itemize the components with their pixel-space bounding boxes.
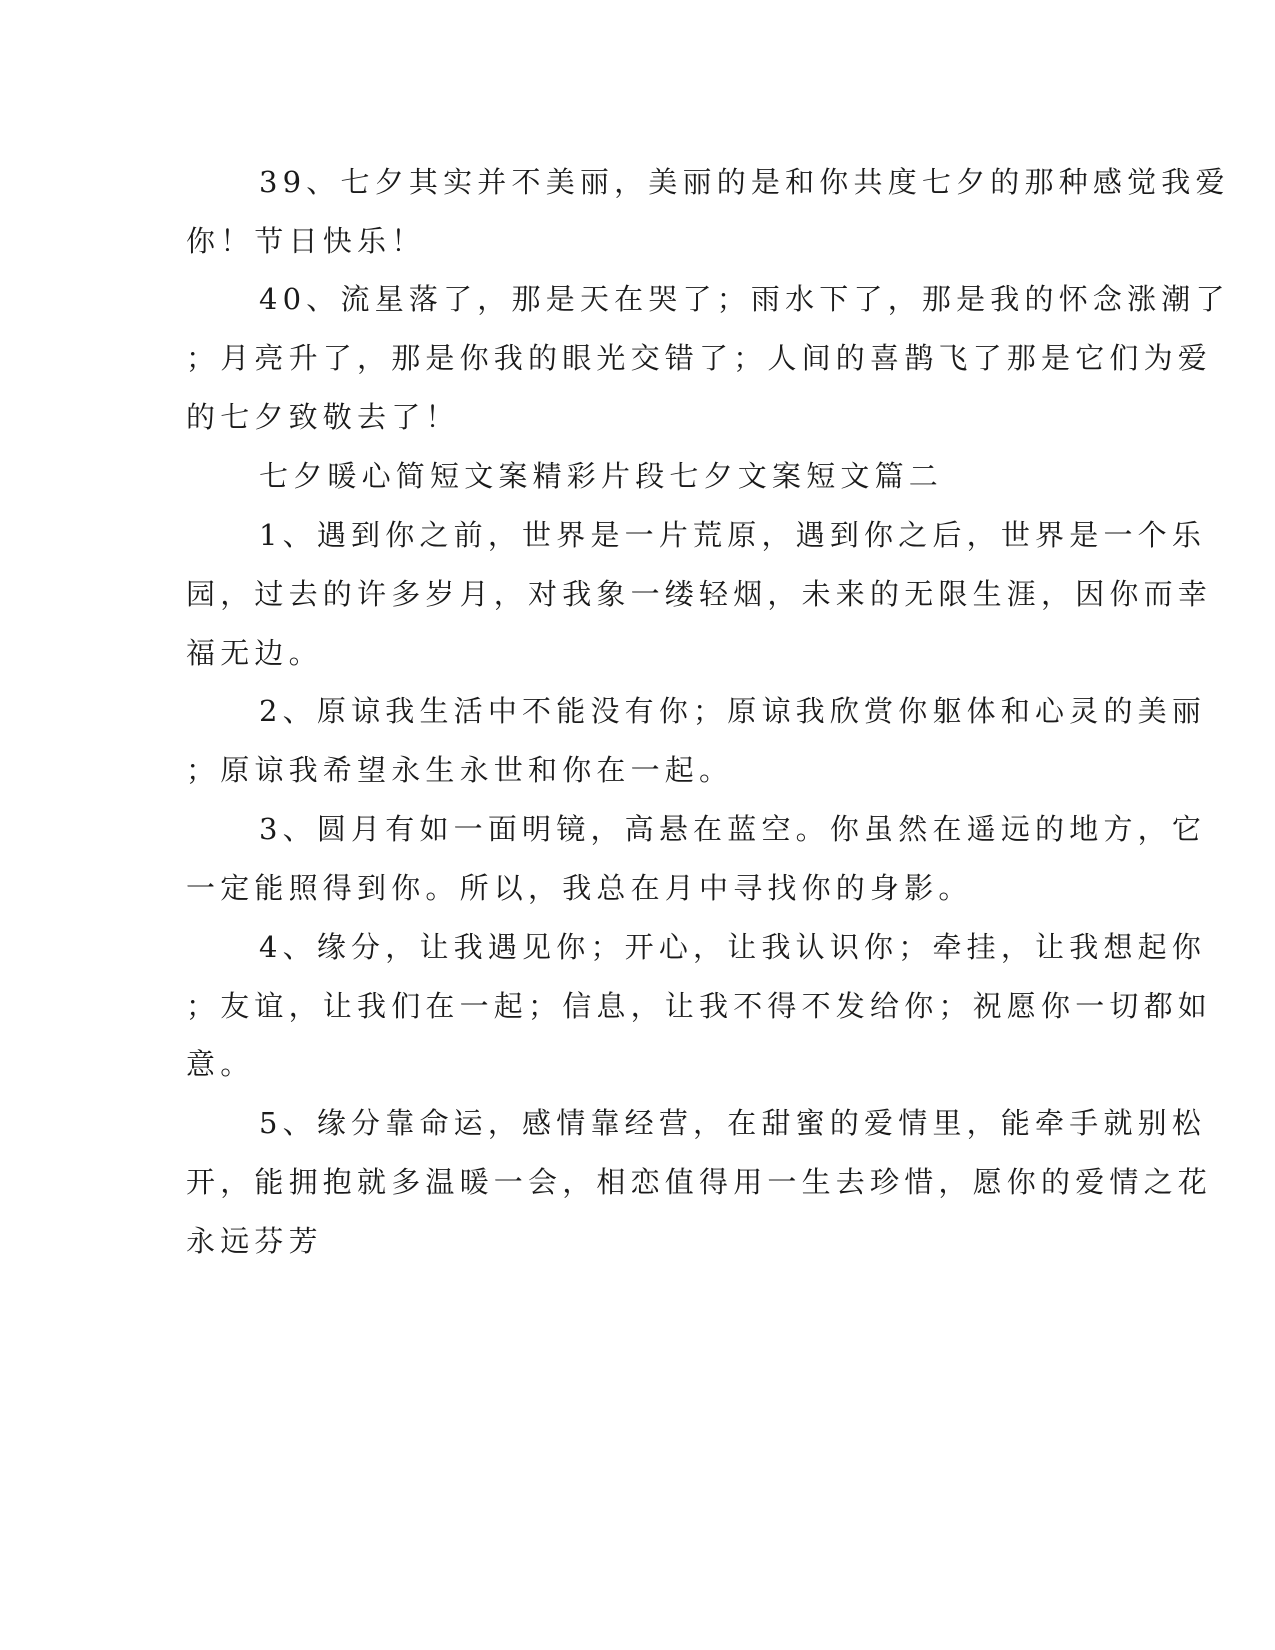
text-line: 一定能照得到你。所以，我总在月中寻找你的身影。 [186,871,973,905]
text-line: 4、缘分，让我遇见你；开心，让我认识你；牵挂，让我想起你 [259,930,1207,964]
text-line: 园，过去的许多岁月，对我象一缕轻烟，未来的无限生涯，因你而幸 [186,577,1213,611]
text-line: 3、圆月有如一面明镜，高悬在蓝空。你虽然在遥远的地方，它 [259,812,1207,846]
text-line: 开，能拥抱就多温暖一会，相恋值得用一生去珍惜，愿你的爱情之花 [186,1165,1213,1199]
text-line: 永远芬芳 [186,1224,323,1258]
text-line: ；原谅我希望永生永世和你在一起。 [186,753,734,787]
text-line: 1、遇到你之前，世界是一片荒原，遇到你之后，世界是一个乐 [259,518,1207,552]
text-line: 意。 [186,1047,255,1081]
text-line: 5、缘分靠命运，感情靠经营，在甜蜜的爱情里，能牵手就别松 [259,1106,1207,1140]
text-line: 福无边。 [186,636,323,670]
text-line: ；友谊，让我们在一起；信息，让我不得不发给你；祝愿你一切都如 [186,989,1213,1023]
text-line: 2、原谅我生活中不能没有你；原谅我欣赏你躯体和心灵的美丽 [259,694,1207,728]
text-line: ；月亮升了，那是你我的眼光交错了；人间的喜鹊飞了那是它们为爱 [186,341,1213,375]
text-line: 的七夕致敬去了！ [186,400,460,434]
text-line: 你！节日快乐！ [186,224,426,258]
text-line: 39、七夕其实并不美丽，美丽的是和你共度七夕的那种感觉我爱 [259,165,1230,199]
text-line: 40、流星落了，那是天在哭了；雨水下了，那是我的怀念涨潮了 [259,282,1230,316]
section-heading: 七夕暖心简短文案精彩片段七夕文案短文篇二 [259,459,944,493]
